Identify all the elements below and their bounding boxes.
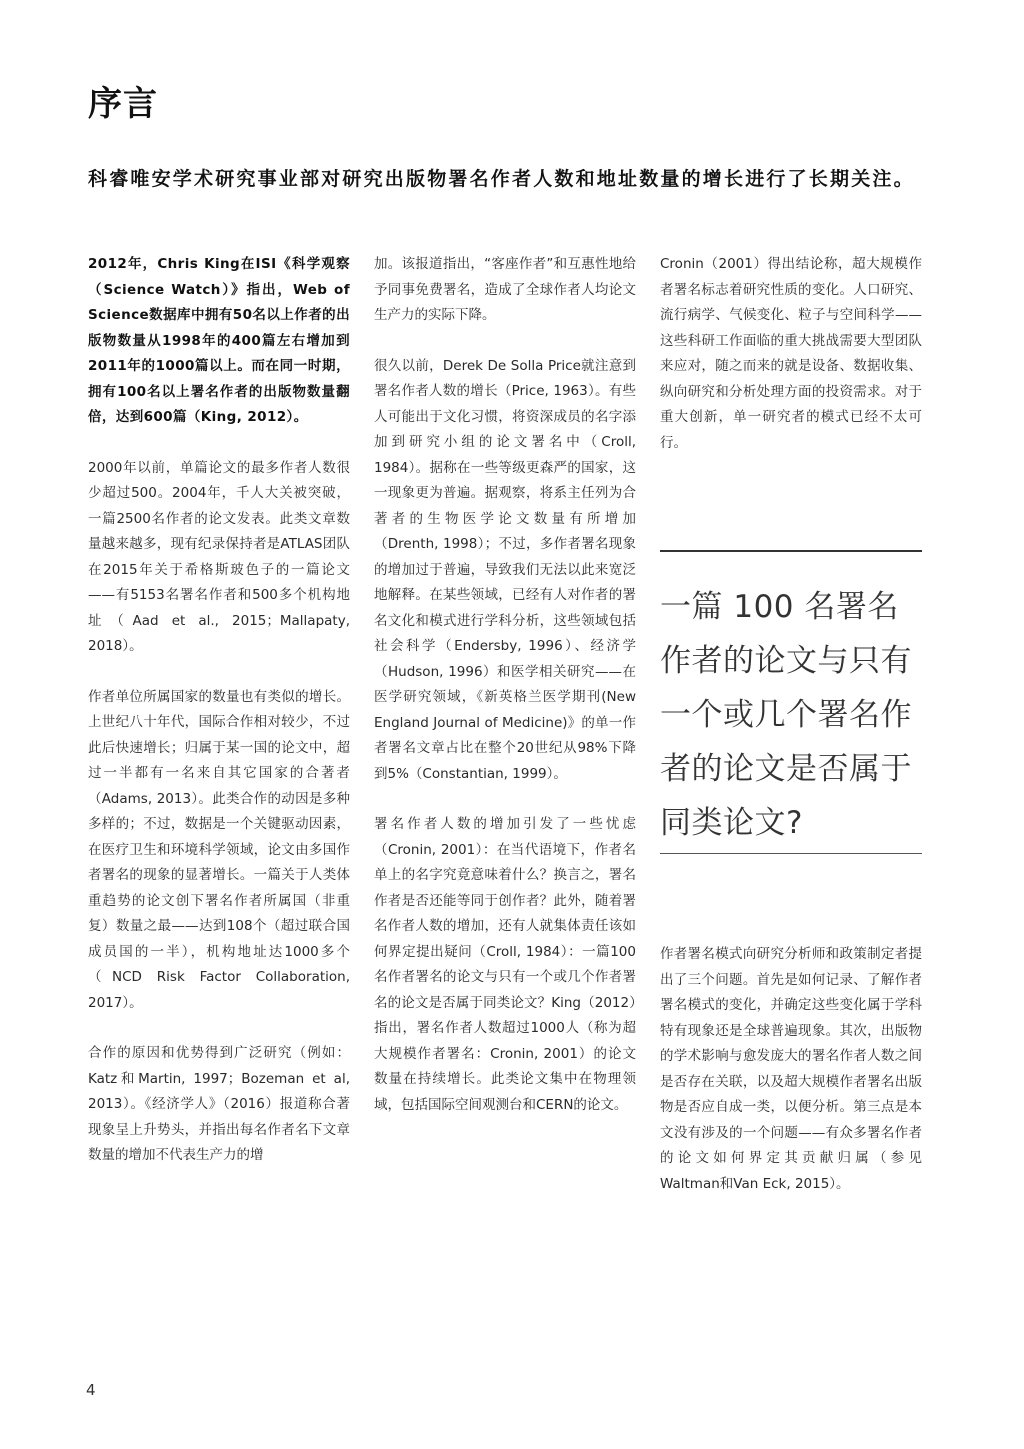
- page-title: 序言: [88, 84, 158, 124]
- lead-paragraph: 科睿唯安学术研究事业部对研究出版物署名作者人数和地址数量的增长进行了长期关注。: [88, 168, 915, 190]
- column-2: [374, 252, 636, 1143]
- body-paragraph: 2000年以前，单篇论文的最多作者人数很少超过500。2004年，千人大关被突破，一篇2500名作者的论文发表。此类文章数量越来越多，现有纪录保持者是ATLAS团队在2015年关于希格斯玻色子的一篇论文——有5153名署名作者和500多个机构地址（Aad et al., 2015；Mallapaty, 2018）。: [88, 459, 350, 654]
- body-paragraph: 很久以前，Derek De Solla Price就注意到署名作者人数的增长（Price, 1963）。有些人可能出于文化习惯，将资深成员的名字添加到研究小组的论文署名中（Croll, 1984）。据称在一些等级更森严的国家，这一现象更为普遍。据观察，将系主任列为合著者的生物医学论文数量有所增加（Drenth, 1998）；不过，多作者署名现象的增加过于普遍，导致我们无法以此来宽泛地解释。在某些领域，已经有人对作者的署名文化和模式进行学科分析，这些领域包括社会科学（Endersby, 1996）、经济学（Hudson, 1996）和医学相关研究——在医学研究领域，《新英格兰医学期刊(New England Journal of Medicine)》的单一作者署名文章占比在整个20世纪从98%下降到5%（Constantian, 1999）。: [374, 357, 636, 782]
- body-paragraph: 署名作者人数的增加引发了一些忧虑（Cronin, 2001）：在当代语境下，作者名单上的名字究竟意味着什么？换言之，署名作者是否还能等同于创作者？此外，随着署名作者人数的增加，还有人就集体责任该如何界定提出疑问（Croll, 1984）：一篇100名作者署名的论文与只有一个或几个作者署名的论文是否属于同类论文？King（2012）指出，署名作者人数超过1000人（称为超大规模作者署名：Cronin, 2001）的论文数量在持续增长。此类论文集中在物理领域，包括国际空间观测台和CERN的论文。: [374, 816, 636, 1113]
- intro-paragraph: 2012年，Chris King在ISI《科学观察（Science Watch）》指出，Web of Science数据库中拥有50名以上作者的出版物数量从1998年的400篇左右增加到2011年的1000篇以上。而在同一时期，拥有100名以上署名作者的出版物数量翻倍，达到600篇（King, 2012）。: [88, 256, 350, 425]
- body-paragraph: 作者单位所属国家的数量也有类似的增长。上世纪八十年代，国际合作相对较少，不过此后快速增长；归属于某一国的论文中，超过一半都有一名来自其它国家的合著者（Adams, 2013）。此类合作的动因是多种多样的；不过，数据是一个关键驱动因素，在医疗卫生和环境科学领域，论文由多国作者署名的现象的显著增长。一篇关于人类体重趋势的论文创下署名作者所属国（非重复）数量之最——达到108个（超过联合国成员国的一半），机构地址达1000多个（NCD Risk Factor Collaboration, 2017）。: [88, 688, 350, 1011]
- column-1: [88, 252, 350, 1194]
- pullquote-top-divider: [660, 550, 922, 552]
- column-3-lower: [660, 942, 922, 1197]
- body-paragraph: Cronin（2001）得出结论称，超大规模作者署名标志着研究性质的变化。人口研究、流行病学、气候变化、粒子与空间科学——这些科研工作面临的重大挑战需要大型团队来应对，随之而来的就是设备、数据收集、纵向研究和分析处理方面的投资需求。对于重大创新，单一研究者的模式已经不太可行。: [660, 256, 922, 451]
- page-number: 4: [86, 1381, 96, 1399]
- pullquote-bottom-divider: [660, 853, 922, 854]
- column-3: [660, 252, 922, 481]
- body-paragraph: 加。该报道指出，“客座作者”和互惠性地给予同事免费署名，造成了全球作者人均论文生产力的实际下降。: [374, 256, 636, 323]
- body-paragraph: 作者署名模式向研究分析师和政策制定者提出了三个问题。首先是如何记录、了解作者署名模式的变化，并确定这些变化属于学科特有现象还是全球普遍现象。其次，出版物的学术影响与愈发庞大的署名作者人数之间是否存在关联，以及超大规模作者署名出版物是否应自成一类，以便分析。第三点是本文没有涉及的一个问题——有众多署名作者的论文如何界定其贡献归属（参见Waltman和Van Eck, 2015）。: [660, 946, 922, 1192]
- pull-quote: 一篇 100 名署名作者的论文与只有一个或几个署名作者的论文是否属于同类论文?: [660, 589, 912, 841]
- body-paragraph: 合作的原因和优势得到广泛研究（例如：Katz和Martin, 1997；Bozeman et al, 2013）。《经济学人》（2016）报道称合著现象呈上升势头，并指出每名作者名下文章数量的增加不代表生产力的增: [88, 1045, 350, 1163]
